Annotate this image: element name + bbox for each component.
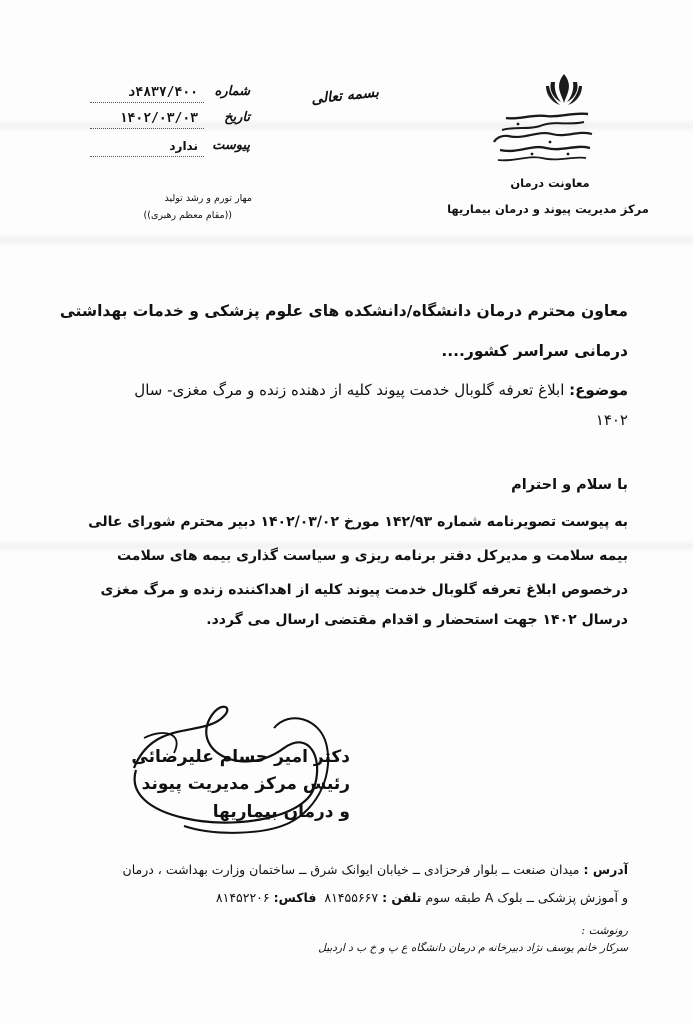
cc-recipient: سرکار خانم یوسف نژاد دبیرخانه م درمان دانشگاه ع پ و خ ب د اردبیل — [318, 942, 628, 954]
signer-name: دکتر امیر حسام علیرضائی — [131, 747, 350, 767]
fax-label: فاکس: — [273, 890, 317, 905]
paragraph-line: بیمه سلامت و مدیرکل دفتر برنامه ریزی و سیاست گذاری بیمه های سلامت — [116, 548, 628, 564]
number-row — [78, 84, 250, 106]
address-label: آدرس : — [583, 862, 628, 877]
greeting: با سلام و احترام — [511, 477, 628, 493]
date-value: ۱۴۰۲/۰۳/۰۳ — [119, 111, 198, 126]
paragraph-line: به پیوست تصویرنامه شماره ۱۴۲/۹۳ مورخ ۱۴۰۲/۰۳/۰۲ دبیر محترم شورای عالی — [88, 514, 628, 530]
attachment-value: ندارد — [169, 139, 198, 153]
signer-title-line-1: رئیس مرکز مدیریت پیوند — [141, 774, 350, 794]
phone-value: ۸۱۴۵۵۶۶۷ — [324, 890, 379, 905]
subject-line — [50, 381, 628, 399]
iran-emblem-icon — [543, 72, 585, 106]
attachment-dotted-line — [90, 156, 204, 157]
address-line-1 — [40, 862, 628, 877]
cc-label: رونوشت : — [581, 924, 628, 937]
paper-shading — [0, 232, 693, 248]
address-line-2 — [60, 890, 628, 905]
letter-meta-box — [78, 82, 250, 174]
recipient-line-2: درمانی سراسر کشور.... — [441, 342, 628, 360]
deputy-title: معاونت درمان — [510, 176, 590, 190]
fax-value: ۸۱۴۵۲۲۰۶ — [215, 890, 270, 905]
ministry-line-1 — [470, 120, 471, 121]
ministry-name-text — [470, 120, 471, 121]
number-value: ۴۸۳۷/۴۰۰د — [127, 85, 198, 100]
date-row — [78, 110, 250, 132]
attachment-label: پیوست — [212, 138, 250, 153]
date-label: تاریخ — [224, 110, 250, 125]
date-dotted-line — [90, 128, 204, 129]
attachment-row — [78, 138, 250, 160]
ministry-calligraphy-logo — [488, 108, 598, 166]
center-name: مرکز مدیریت پیوند و درمان بیماریها — [447, 202, 649, 216]
number-label: شماره — [214, 84, 250, 99]
subject-label: موضوع: — [569, 381, 628, 399]
signer-title-line-2: و درمان بیماریها — [212, 802, 350, 822]
paragraph-line: درخصوص ابلاغ تعرفه گلوبال خدمت پیوند کلیه از اهداکننده زنده و مرگ مغزی — [100, 582, 628, 598]
slogan-text: مهار تورم و رشد تولید — [164, 193, 252, 204]
address-text-1: میدان صنعت ــ بلوار فرحزادی ــ خیابان ایوانک شرق ــ ساختمان وزارت بهداشت ، درمان — [122, 862, 580, 877]
phone-label: تلفن : — [382, 890, 422, 905]
recipient-line-1: معاون محترم درمان دانشگاه/دانشکده های علوم پزشکی و خدمات بهداشتی — [59, 302, 628, 320]
subject-text: ابلاغ تعرفه گلوبال خدمت پیوند کلیه از دهنده زنده و مرگ مغزی- سال — [134, 381, 565, 399]
subject-year: ۱۴۰۲ — [595, 411, 628, 429]
paragraph-line: درسال ۱۴۰۲ جهت استحضار و اقدام مقتضی ارسال می گردد. — [206, 612, 628, 628]
slogan-attribution: ((مقام معظم رهبری)) — [143, 210, 232, 221]
bismillah-heading: بسمه تعالی — [310, 84, 380, 108]
address-text-2: و آموزش پزشکی ــ بلوک A طبقه سوم — [425, 890, 628, 905]
number-dotted-line — [90, 102, 204, 103]
